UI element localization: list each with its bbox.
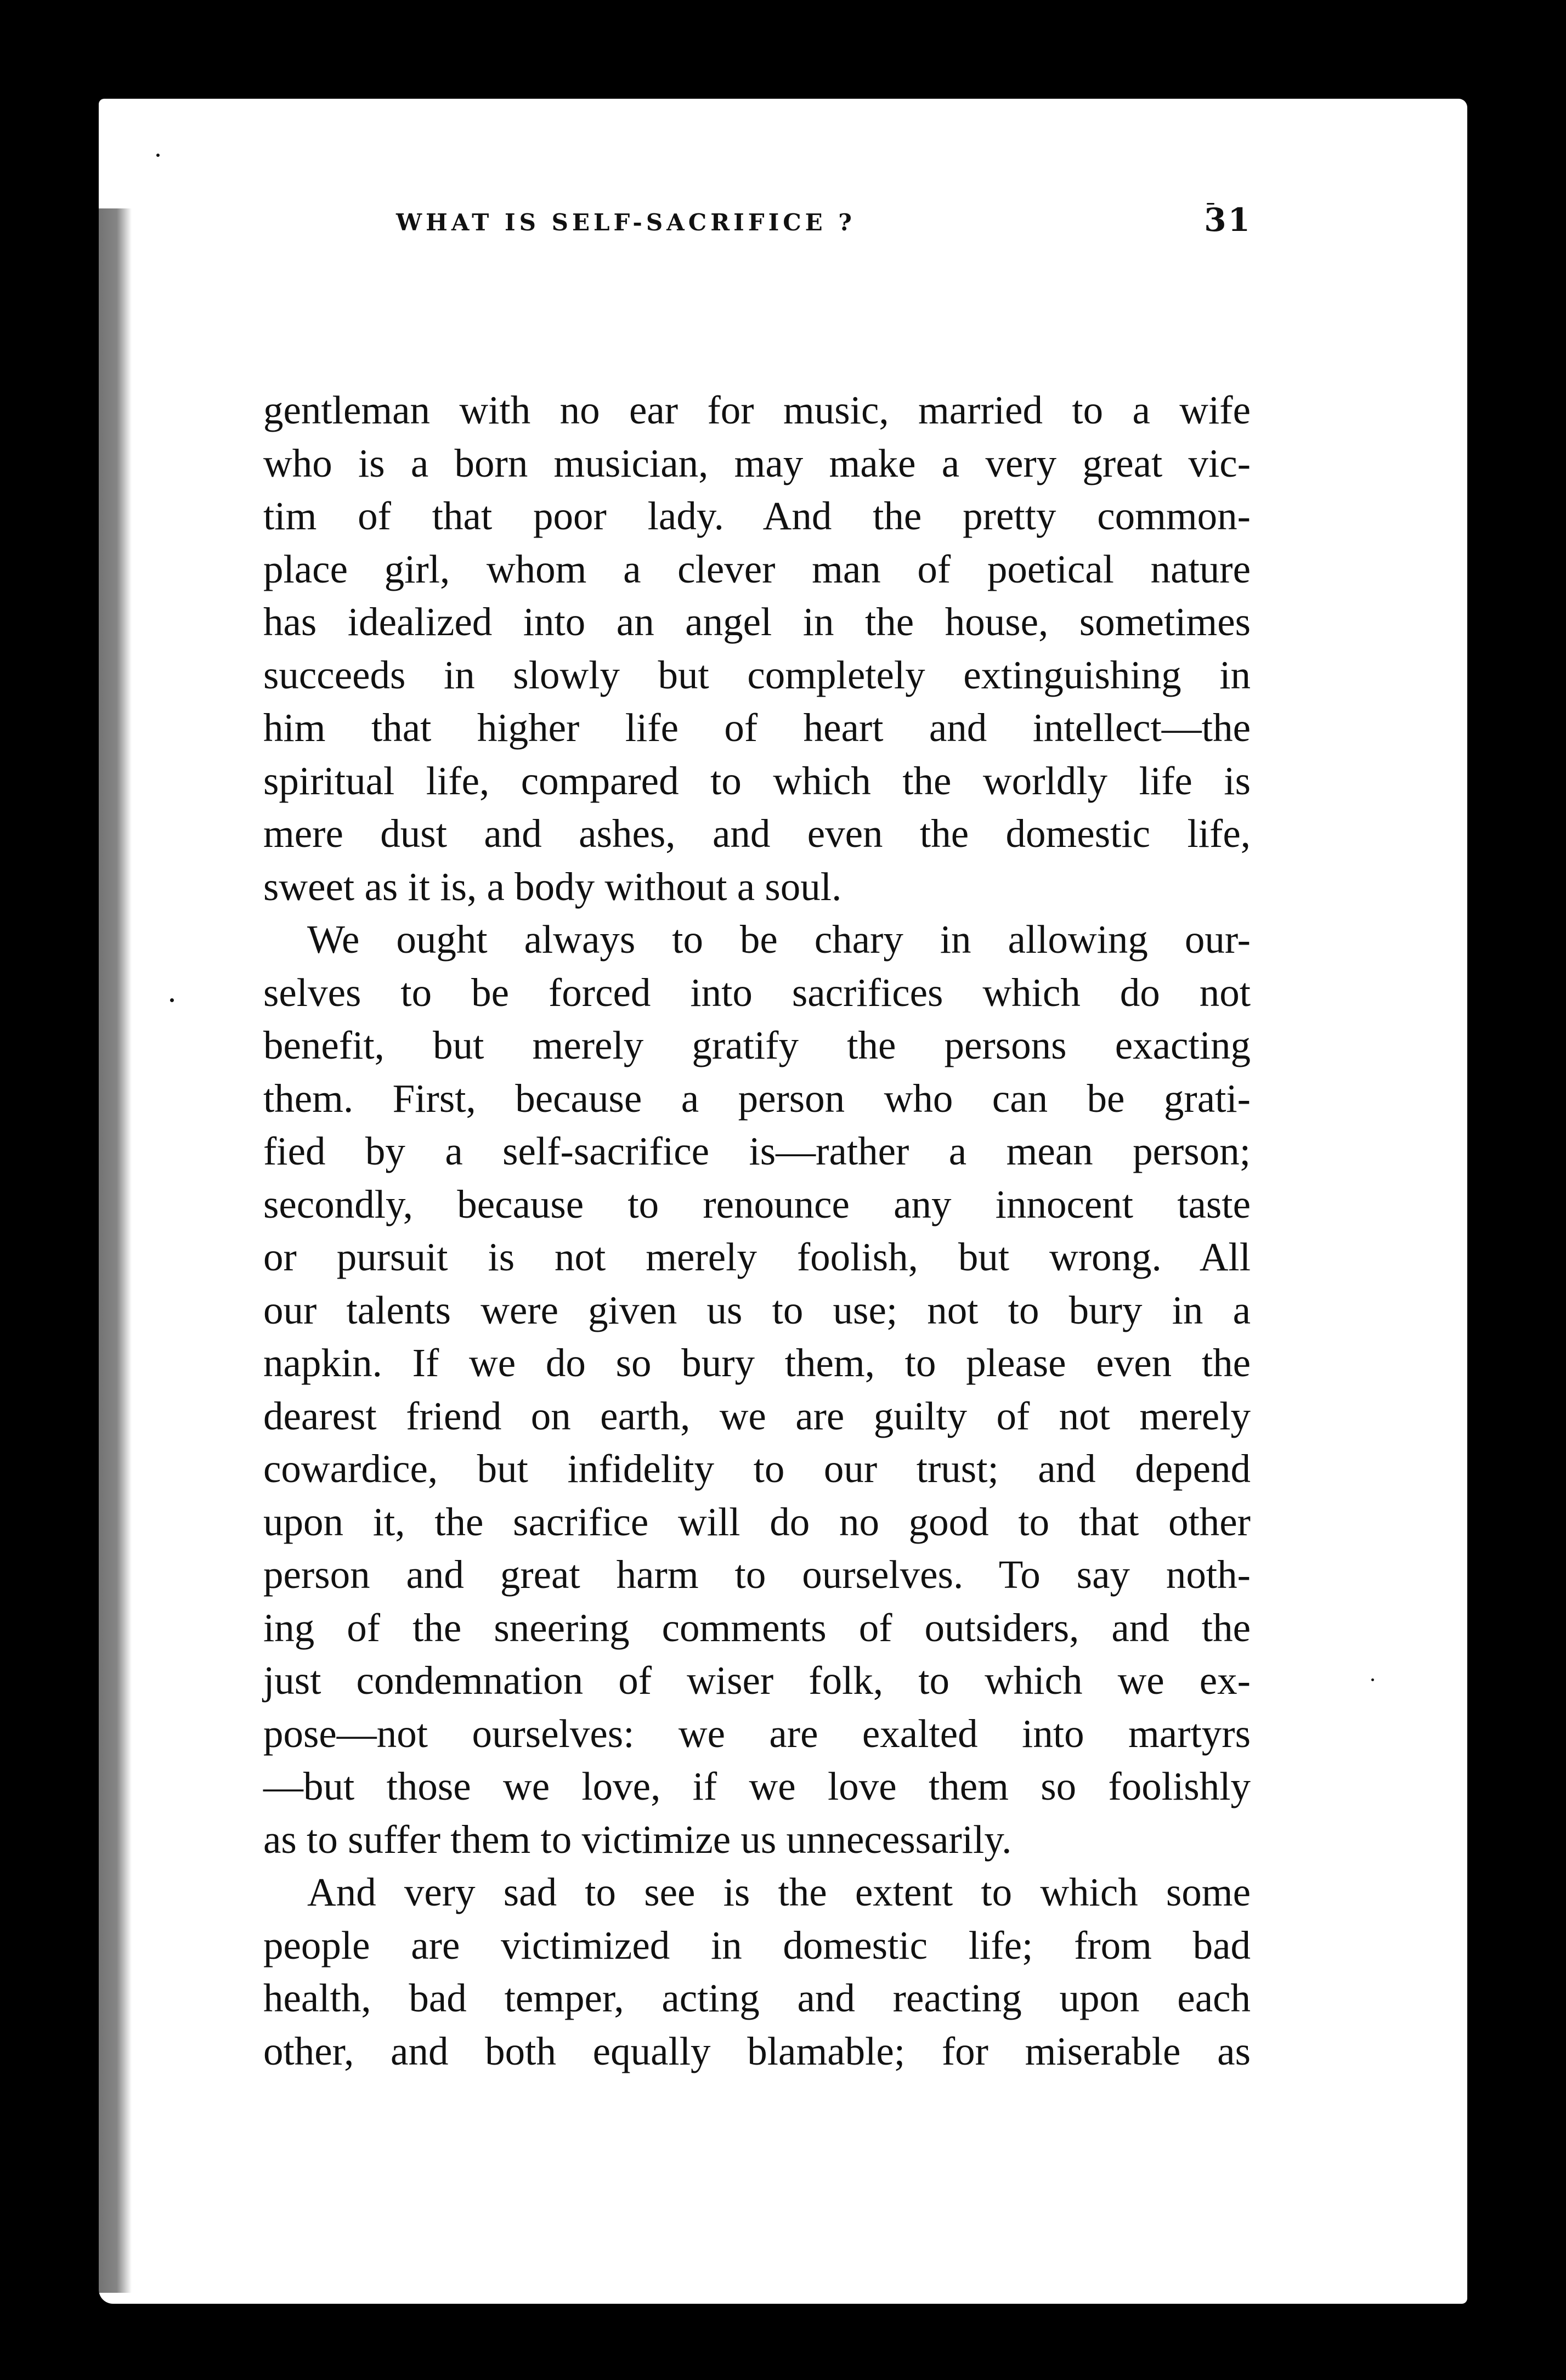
- text-line: upon it, the sacrifice will do no good to that other: [263, 1499, 1251, 1544]
- text-line: place girl, whom a clever man of poetical nature: [263, 546, 1251, 591]
- text-line: selves to be forced into sacrifices which do not: [263, 970, 1251, 1015]
- text-line: cowardice, but infidelity to our trust; and depend: [263, 1446, 1251, 1491]
- text-line: And very sad to see is the extent to which some: [307, 1870, 1251, 1914]
- text-line: other, and both equally blamable; for miserable as: [263, 2028, 1251, 2073]
- text-line: just condemnation of wiser folk, to which we ex-: [263, 1658, 1251, 1703]
- text-line: We ought always to be chary in allowing our-: [307, 917, 1251, 962]
- text-line: him that higher life of heart and intellect—the: [263, 705, 1251, 750]
- text-line: tim of that poor lady. And the pretty common-: [263, 494, 1251, 538]
- text-line: benefit, but merely gratify the persons exacting: [263, 1023, 1251, 1067]
- text-line: fied by a self-sacrifice is—rather a mean person;: [263, 1129, 1251, 1173]
- text-line: ing of the sneering comments of outsiders, and the: [263, 1605, 1251, 1650]
- text-line: dearest friend on earth, we are guilty of not merely: [263, 1393, 1251, 1438]
- paragraph: [263, 1866, 1251, 2078]
- text-line: or pursuit is not merely foolish, but wrong. All: [263, 1235, 1251, 1279]
- text-line: our talents were given us to use; not to bury in a: [263, 1287, 1251, 1332]
- text-line: napkin. If we do so bury them, to please even the: [263, 1341, 1251, 1385]
- text-line: pose—not ourselves: we are exalted into martyrs: [263, 1711, 1251, 1756]
- paragraph: [263, 913, 1251, 1866]
- text-line: —but those we love, if we love them so foolishly: [263, 1764, 1251, 1808]
- paper-speck: [170, 998, 174, 1002]
- text-line: mere dust and ashes, and even the domestic life,: [263, 811, 1251, 856]
- paper-speck: [1371, 1678, 1374, 1681]
- text-line: has idealized into an angel in the house, sometimes: [263, 600, 1251, 644]
- page-number: 31: [1204, 201, 1252, 239]
- text-line: them. First, because a person who can be grati-: [263, 1076, 1251, 1121]
- text-line: succeeds in slowly but completely extinguishing in: [263, 652, 1251, 697]
- body-text: [263, 384, 1251, 2078]
- text-line: who is a born musician, may make a very great vic-: [263, 440, 1251, 485]
- binding-shadow: [99, 208, 132, 2293]
- text-line: sweet as it is, a body without a soul.: [263, 864, 842, 909]
- text-line: gentleman with no ear for music, married to a wife: [263, 388, 1251, 432]
- text-line: secondly, because to renounce any innocent taste: [263, 1181, 1251, 1226]
- text-line: health, bad temper, acting and reacting upon each: [263, 1976, 1251, 2020]
- running-head: WHAT IS SELF-SACRIFICE ?: [396, 209, 856, 236]
- text-line: as to suffer them to victimize us unnecessarily.: [263, 1817, 1012, 1862]
- paper-speck: [156, 154, 160, 157]
- text-line: people are victimized in domestic life; from bad: [263, 1923, 1251, 1968]
- text-line: spiritual life, compared to which the worldly life is: [263, 758, 1251, 803]
- text-line: person and great harm to ourselves. To say noth-: [263, 1552, 1251, 1597]
- page-header: [396, 201, 1252, 245]
- paragraph: [263, 384, 1251, 913]
